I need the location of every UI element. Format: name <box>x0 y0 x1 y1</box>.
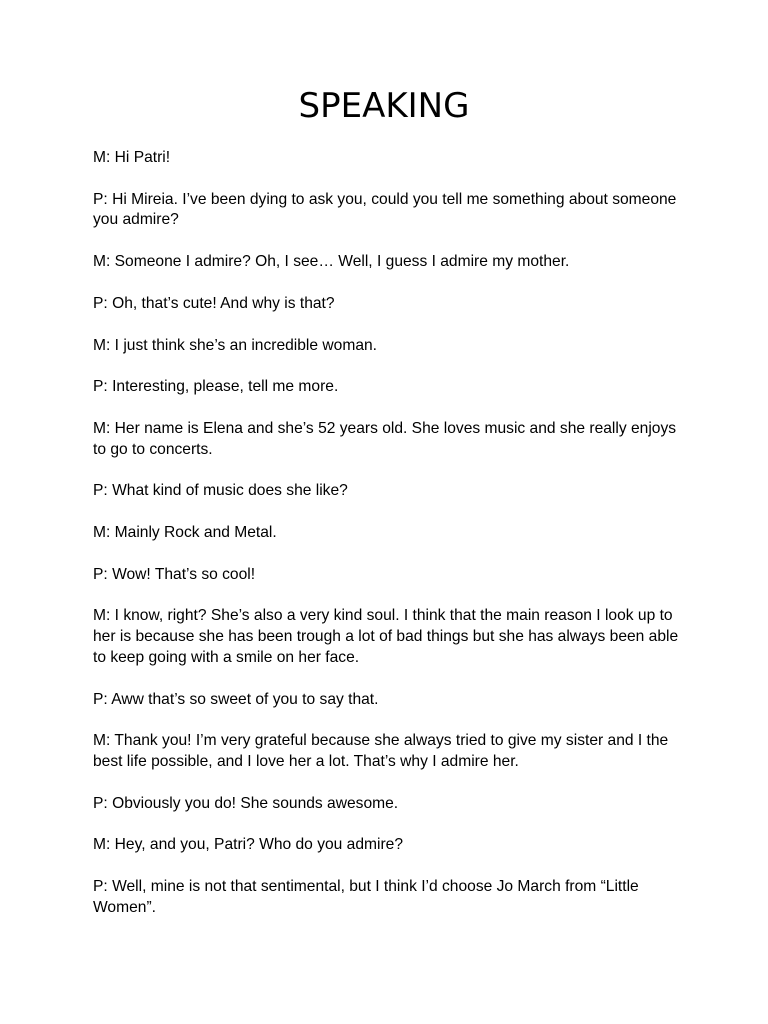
dialogue-line: M: Hey, and you, Patri? Who do you admire? <box>93 836 404 854</box>
dialogue-line: P: Oh, that’s cute! And why is that? <box>93 294 335 312</box>
dialogue-line: M: Hi Patri! <box>93 149 171 166</box>
dialogue-line: P: Interesting, please, tell me more. <box>93 378 339 396</box>
dialogue-line: P: Well, mine is not that sentimental, but I think I’d choose Jo March from “Little Women”. <box>93 878 639 916</box>
dialogue-line: M: Thank you! I’m very grateful because she always tried to give my sister and I the best life possible, and I love her a lot. That’s why I admire her. <box>93 732 669 770</box>
dialogue-line: P: Hi Mireia. I’ve been dying to ask you, could you tell me something about someone you admire? <box>93 190 677 229</box>
dialogue-line: P: Obviously you do! She sounds awesome. <box>93 794 399 812</box>
dialogue-line: P: Aww that’s so sweet of you to say that. <box>93 690 379 708</box>
page-title: SPEAKING <box>298 86 470 126</box>
dialogue-line: M: I just think she’s an incredible woman. <box>93 336 377 354</box>
dialogue-line: P: What kind of music does she like? <box>93 482 348 500</box>
dialogue-body <box>93 148 683 939</box>
dialogue-line: M: Mainly Rock and Metal. <box>93 524 277 542</box>
dialogue-line: M: Her name is Elena and she’s 52 years old. She loves music and she really enjoys to go to concerts. <box>93 419 677 458</box>
dialogue-line: M: Someone I admire? Oh, I see… Well, I guess I admire my mother. <box>93 253 570 271</box>
dialogue-line: P: Wow! That’s so cool! <box>93 565 256 583</box>
dialogue-line: M: I know, right? She’s also a very kind soul. I think that the main reason I look up to her is because she has been trough a lot of bad things but she has always been able to keep going with a smile on her face. <box>93 607 679 666</box>
